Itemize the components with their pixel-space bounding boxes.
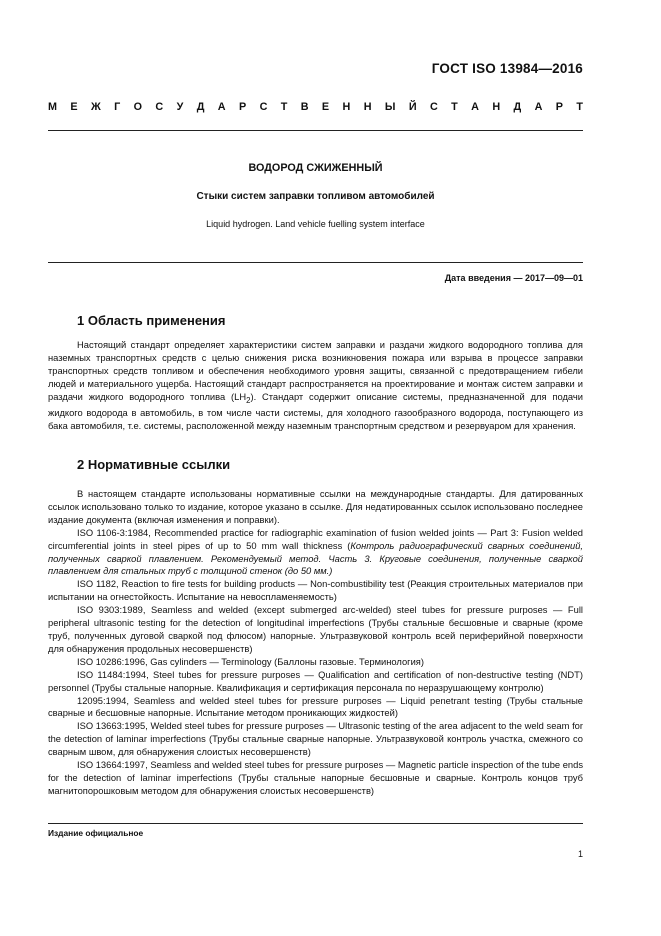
interstate-standard-banner: М Е Ж Г О С У Д А Р С Т В Е Н Н Ы Й С Т А Н Д А Р Т [48,101,583,113]
reference-iso-13664: ISO 13664:1997, Seamless and welded steel tubes for pressure purposes — Magnetic particle inspection of the tube ends for the detection of laminar imperfections (Трубы стальные напорные бесшовные и сварные. Контроль концов труб магнитопорошковым методом для обнаружения слоистых несовершенств) [48,760,583,796]
section-heading-scope: 1 Область применения [77,313,226,328]
reference-iso-11484: ISO 11484:1994, Steel tubes for pressure purposes — Qualification and certification of non-destructive testing (NDT) personnel (Трубы стальные напорные. Квалификация и сертификация персонала по неразрушающему контролю) [48,669,583,693]
reference-iso-1182: ISO 1182, Reaction to fire tests for building products — Non-combustibility test (Реакция строительных материалов при испытании на огнестойкость. Испытание на невоспламеняемость) [48,579,583,603]
document-title: ВОДОРОД СЖИЖЕННЫЙ [248,162,383,174]
references-intro: В настоящем стандарте использованы нормативные ссылки на международные стандарты. Для датированных ссылок использовано только то издание, которое указано в ссылке. Для недатированных ссылок использовано последнее издание документа (включая изменения и поправки). [48,489,583,525]
top-divider [48,130,583,131]
document-subtitle: Стыки систем заправки топливом автомобилей [196,191,435,202]
footer-divider [48,823,583,824]
reference-iso-13663: ISO 13663:1995, Welded steel tubes for pressure purposes — Ultrasonic testing of the area adjacent to the weld seam for the detection of laminar imperfections (Трубы стальные сварные напорные. Ультразвуковой контроль участка, смежного со сварным швом, для обнаружения слоистых несовершенств) [48,721,583,758]
edition-label: Издание официальное [48,828,144,838]
section-heading-normative-references: 2 Нормативные ссылки [77,457,231,472]
page-number: 1 [577,849,583,859]
reference-iso-10286: ISO 10286:1996, Gas cylinders — Terminology (Баллоны газовые. Терминология) [77,656,424,667]
reference-iso-1106-3: ISO 1106-3:1984, Recommended practice for radiographic examination of fusion welded joints — Part 3: Fusion welded circumferential joints in steel pipes of up to 50 mm wall thickness (Контроль радиографический сварных соединений, полученных сваркой плавлением. Рекомендуемый метод. Часть 3. Круговые соединения, полученные сваркой плавлением для стальных труб с толщиной стенок (до 50 мм.) [48,527,583,577]
title-divider [48,262,583,263]
subscript-2: 2 [246,395,251,405]
english-title: Liquid hydrogen. Land vehicle fuelling system interface [206,219,425,229]
reference-iso-9303: ISO 9303:1989, Seamless and welded (except submerged arc-welded) steel tubes for pressure purposes — Full peripheral ultrasonic testing for the detection of longitudinal imperfections (Трубы стальные бесшовные и сварные (кроме труб, полученных дуговой сваркой под флюсом) напорные. Ультразвуковой контроль всей периферийной поверхности для обнаружения продольных несовершенств) [48,605,583,654]
reference-12095: 12095:1994, Seamless and welded steel tubes for pressure purposes — Liquid penetrant testing (Трубы стальные сварные и бесшовные напорные. Испытание методом проникающих жидкостей) [48,695,583,719]
introduction-date: Дата введения — 2017—09—01 [444,273,583,283]
scope-text [48,339,583,433]
scope-paragraph: Настоящий стандарт определяет характеристики систем заправки и раздачи жидкого водородного топлива для наземных транспортных средств с целью снижения риска возникновения пожара или взрыва в процессе заправки транспортных средств топливом и обеспечения необходимого уровня защиты, связанной с предотвращением гибели людей и материального ущерба. Настоящий стандарт распространяется на проектирование и монтаж систем заправки и раздачи жидкого водородного топлива $(LH_2)$. Стандарт содержит описание системы, предназначенной для подачи жидкого водорода в автомобиль, в том числе части системы, для холодного газообразного водорода, поступающего из бака автомобиля, т.е. системы, расположенной между наземным транспортным средством и резервуаром для хранения. [48,340,583,432]
normative-references-text [48,488,583,798]
gost-code: ГОСТ ISO 13984—2016 [431,61,583,76]
